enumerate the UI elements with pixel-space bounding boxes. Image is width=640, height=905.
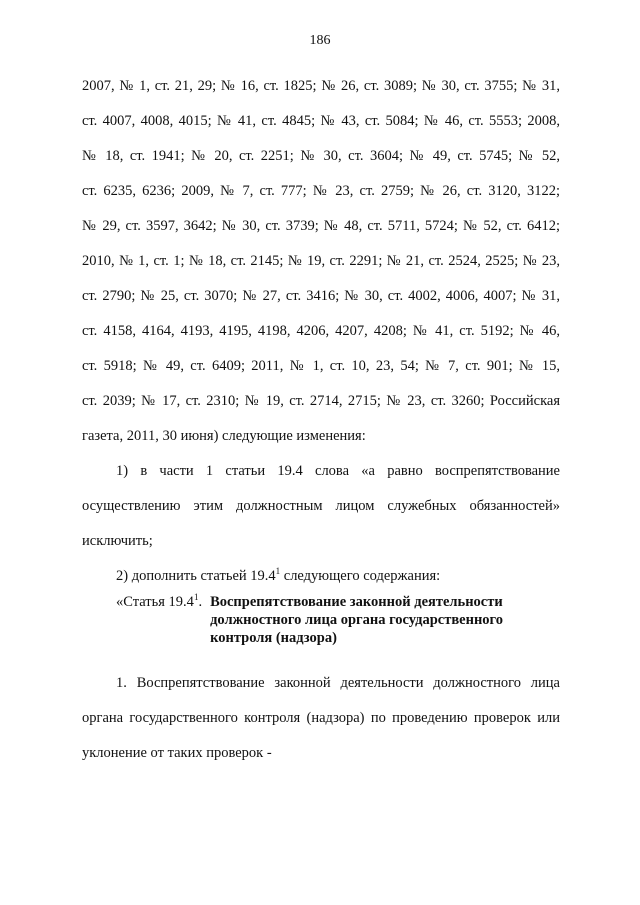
paragraph-1-line: 1. Воспрепятствование законной деятельности должностного лица	[116, 675, 560, 691]
body-text-line: № 18, ст. 1941; № 20, ст. 2251; № 30, ст. 3604; № 49, ст. 5745; № 52,	[82, 148, 560, 164]
paragraph-1-line: органа государственного контроля (надзора) по проведению проверок или	[82, 710, 560, 726]
article-label	[116, 593, 210, 647]
body-text-line: 2007, № 1, ст. 21, 29; № 16, ст. 1825; № 26, ст. 3089; № 30, ст. 3755; № 31,	[82, 78, 560, 94]
amendment-item-2	[116, 567, 560, 585]
article-label-text: «Статья 19.4	[116, 594, 194, 610]
body-text-line: ст. 4007, 4008, 4015; № 41, ст. 4845; № 43, ст. 5084; № 46, ст. 5553; 2008,	[82, 113, 560, 129]
amendment-item-2-text: 2) дополнить статьей 19.4	[116, 568, 276, 584]
body-text-line: ст. 6235, 6236; 2009, № 7, ст. 777; № 23, ст. 2759; № 26, ст. 3120, 3122;	[82, 183, 560, 199]
amendment-item-2-text: следующего содержания:	[280, 568, 441, 584]
body-text-line: № 29, ст. 3597, 3642; № 30, ст. 3739; № 48, ст. 5711, 5724; № 52, ст. 6412;	[82, 218, 560, 234]
page-number: 186	[309, 33, 331, 48]
body-text-line: ст. 2039; № 17, ст. 2310; № 19, ст. 2714, 2715; № 23, ст. 3260; Российская	[82, 393, 560, 409]
amendment-item-1-line: исключить;	[82, 533, 153, 549]
superscript: 1	[193, 592, 199, 603]
body-text-line: ст. 5918; № 49, ст. 6409; 2011, № 1, ст. 10, 23, 54; № 7, ст. 901; № 15,	[82, 358, 560, 374]
body-text-line: газета, 2011, 30 июня) следующие изменения:	[82, 428, 366, 444]
article-heading	[116, 593, 566, 647]
paragraph-1-line: уклонение от таких проверок -	[82, 745, 272, 761]
body-text-line: 2010, № 1, ст. 1; № 18, ст. 2145; № 19, ст. 2291; № 21, ст. 2524, 2525; № 23,	[82, 253, 560, 269]
article-title: Воспрепятствование законной деятельности должностного лица органа государственного контроля (надзора)	[210, 594, 504, 646]
amendment-item-1-line: 1) в части 1 статьи 19.4 слова «а равно воспрепятствование	[116, 463, 560, 479]
article-label-text: .	[198, 594, 203, 610]
body-text-line: ст. 2790; № 25, ст. 3070; № 27, ст. 3416; № 30, ст. 4002, 4006, 4007; № 31,	[82, 288, 560, 304]
amendment-item-1-line: осуществлению этим должностным лицом служебных обязанностей»	[82, 498, 560, 514]
superscript: 1	[275, 566, 281, 577]
body-text-line: ст. 4158, 4164, 4193, 4195, 4198, 4206, 4207, 4208; № 41, ст. 5192; № 46,	[82, 323, 560, 339]
